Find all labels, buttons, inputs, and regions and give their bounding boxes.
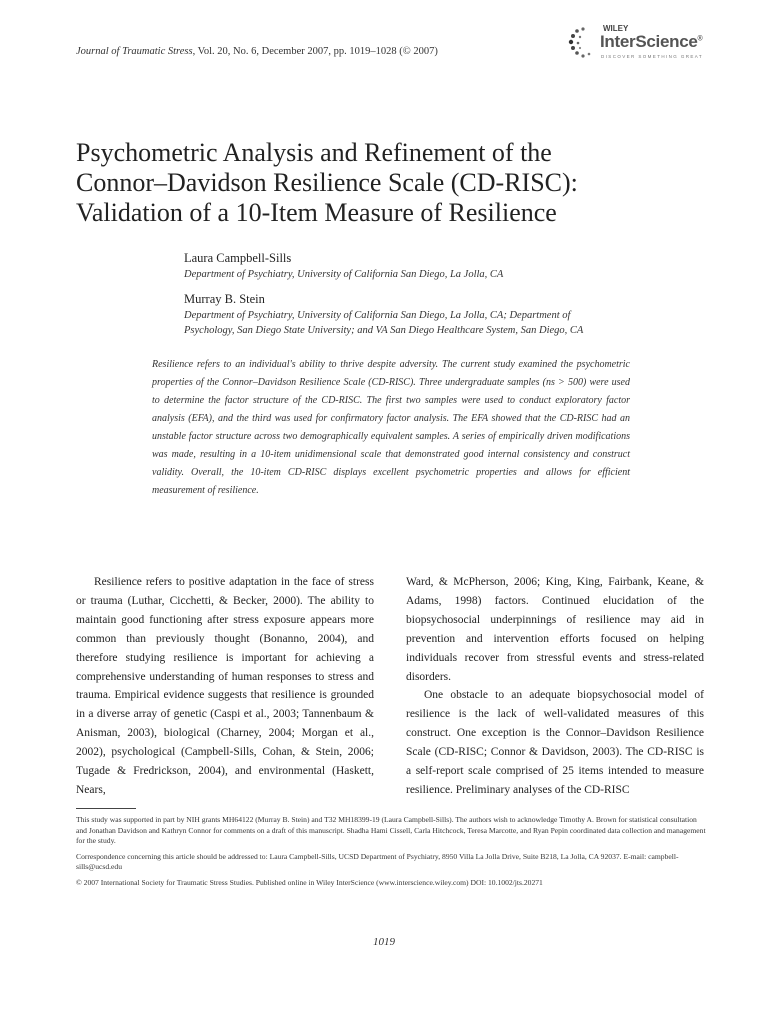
author-affiliation bbox=[184, 308, 644, 338]
author-name: Laura Campbell-Sills bbox=[184, 251, 292, 265]
page-number: 1019 bbox=[373, 936, 395, 948]
author-name: Murray B. Stein bbox=[184, 292, 265, 306]
logo-dots-icon bbox=[568, 26, 598, 60]
article-title bbox=[76, 138, 716, 228]
footnote-funding: This study was supported in part by NIH grants MH64122 (Murray B. Stein) and T32 MH18399-19 (Laura Campbell-Sills). The authors wish to acknowledge Timothy A. Brown for statistical consultation and Jonathan Davidson and Kathryn Connor for comments on a draft of this manuscript. Shadha Hami Cissell, Carla Hitchcock, Teresa Marcotte, and Ryan Pepin coordinated data collection and management for the study. bbox=[76, 815, 706, 846]
body-paragraph: One obstacle to an adequate biopsychosocial model of resilience is the lack of well-validated measures of this construct. One exception is the Connor–Davidson Resilience Scale (CD-RISC; Connor & Davidson, 2003). The CD-RISC is a self-report scale comprised of 25 items intended to measure resilience. Preliminary analyses of the CD-RISC bbox=[406, 689, 704, 796]
abstract: Resilience refers to an individual's ability to thrive despite adversity. The current study examined the psychometric properties of the Connor–Davidson Resilience Scale (CD-RISC). Three undergraduate samples (ns > 500) were used to determine the factor structure of the CD-RISC. The first two samples were used to conduct exploratory factor analysis (EFA), and the third was used for confirmatory factor analysis. The EFA showed that the CD-RISC had an unstable factor structure across two demographically equivalent samples. A series of empirically driven modifications was made, resulting in a 10-item unidimensional scale that demonstrated good internal consistency and construct validity. Overall, the 10-item CD-RISC displays excellent psychometric properties and allows for efficient measurement of resilience. bbox=[152, 359, 630, 496]
footnote-copyright: © 2007 International Society for Traumatic Stress Studies. Published online in Wiley InterScience (www.interscience.wiley.com) DOI: 10.1002/jts.20271 bbox=[76, 877, 543, 887]
footnote-correspondence: Correspondence concerning this article should be addressed to: Laura Campbell-Sills, UCSD Department of Psychiatry, 8950 Villa La Jolla Drive, Suite B218, La Jolla, CA 92037. E-mail: campbell-sills@ucsd.edu bbox=[76, 851, 679, 872]
body-paragraph: Ward, & McPherson, 2006; King, King, Fairbank, Keane, & Adams, 1998) factors. Continued elucidation of the biopsychosocial underpinnings of resilience may aid in prevention and intervention efforts focused on helping individuals recover from stressful events and stress-related disorders. bbox=[406, 576, 704, 683]
wiley-interscience-logo bbox=[568, 24, 708, 64]
logo-wiley-text: WILEY bbox=[603, 24, 629, 33]
body-left-column bbox=[76, 573, 374, 800]
footnote-divider bbox=[76, 808, 136, 809]
author-affiliation bbox=[184, 267, 644, 282]
footnotes bbox=[76, 815, 706, 894]
logo-brand-text bbox=[600, 32, 702, 52]
body-paragraph: Resilience refers to positive adaptation in the face of stress or trauma (Luthar, Cicchetti, & Becker, 2000). The ability to maintain good functioning after stress exposure appears more common than previously thought (Bonanno, 2004), and therefore studying resilience is important for achieving a comprehensive understanding of human responses to stress and trauma. Empirical evidence suggests that resilience is grounded in a diverse array of genetic (Caspi et al., 2003; Tannenbaum & Anisman, 2003), biological (Charney, 2004; Morgan et al., 2002), psychological (Campbell-Sills, Cohan, & Stein, 2006; Tugade & Fredrickson, 2004), and environmental (Haskett, Nears, bbox=[76, 576, 374, 796]
affiliation-line: Department of Psychiatry, University of California San Diego, La Jolla, CA bbox=[184, 269, 504, 280]
body-right-column bbox=[406, 573, 704, 800]
journal-name: Journal of Traumatic Stress bbox=[76, 46, 193, 57]
journal-citation bbox=[76, 46, 438, 57]
citation-details: , Vol. 20, No. 6, December 2007, pp. 1019–1028 (© 2007) bbox=[192, 46, 438, 57]
title-line: Validation of a 10-Item Measure of Resilience bbox=[76, 198, 557, 227]
affiliation-line: Psychology, San Diego State University; and VA San Diego Healthcare System, San Diego, CA bbox=[184, 325, 584, 336]
affiliation-line: Department of Psychiatry, University of California San Diego, La Jolla, CA; Department of bbox=[184, 310, 571, 321]
logo-registered-mark: ® bbox=[697, 35, 703, 43]
title-line: Psychometric Analysis and Refinement of the bbox=[76, 138, 552, 167]
title-line: Connor–Davidson Resilience Scale (CD-RISC): bbox=[76, 168, 578, 197]
logo-brand-name: InterScience bbox=[600, 32, 698, 51]
logo-tagline: DISCOVER SOMETHING GREAT bbox=[601, 54, 704, 59]
